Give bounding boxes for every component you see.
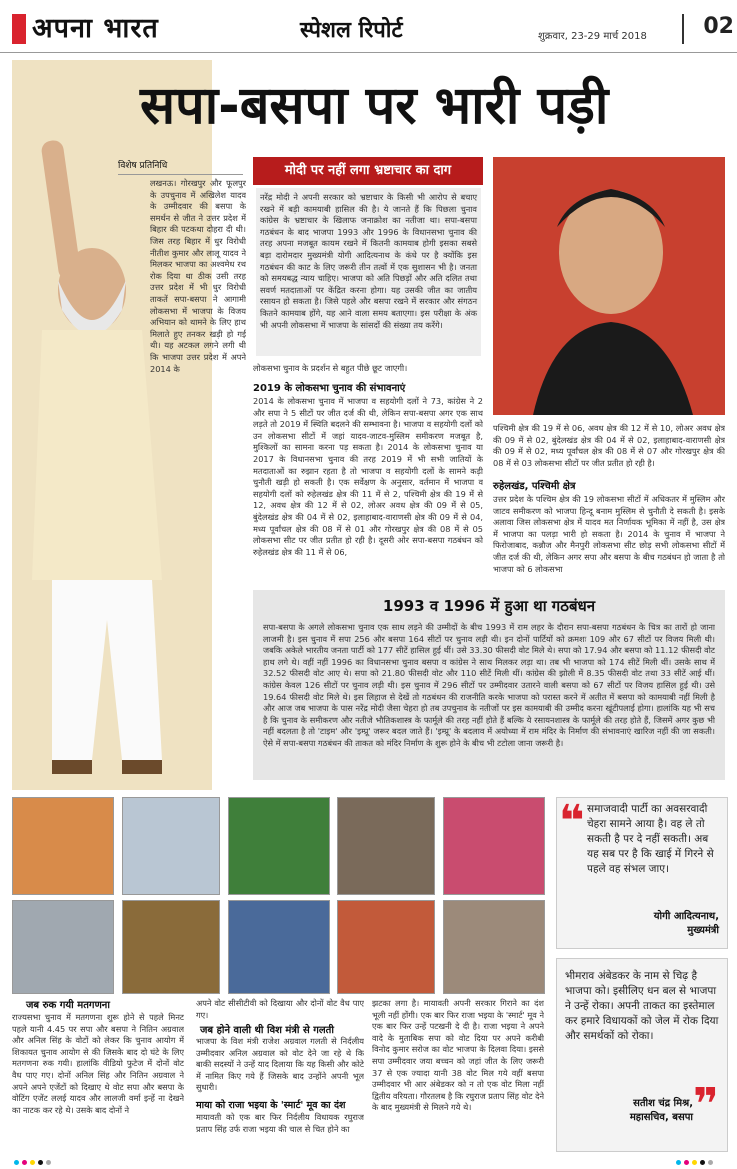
akhilesh-photo-illustration bbox=[493, 157, 725, 415]
open-quote-icon: ❝ bbox=[559, 796, 585, 847]
headline: सपा-बसपा पर भारी पड़ी bbox=[140, 76, 609, 136]
bottom-col3-text: झटका लगा है। मायावती अपनी सरकार गिराने का दंश भूली नहीं होंगी। एक बार फिर राजा भइया के 'स्मार्ट' मूव ने एक बार फिर उन्हें पटखनी दे दी है। राजा भइया ने अपने वादे के मुताबिक सपा को वोट दिया पर अपने करीबी विनोद कुमार सरोज का वोट भाजपा के दिलवा दिया। इससे सपा उम्मीदवार जया बच्चन को जहां जीत के लिए जरूरी 37 से एक ज्यादा यानी 38 वोट मिल गये वहीं बसपा उम्मीदवार भी आर अंबेडकर को न तो एक वोट मिला नहीं द्वितीय वरियता। गौरतलब है कि रघुराज प्रताप सिंह वोट देने के बाद मुख्यमंत्री से मिलने गये थे। bbox=[372, 998, 544, 1113]
mid-text-1: लोकसभा चुनाव के प्रदर्शन से बहुत पीछे छूट जाएगी। bbox=[253, 363, 408, 373]
headshot-3 bbox=[228, 797, 330, 895]
quote-mishra-role: महासचिव, बसपा bbox=[629, 1112, 693, 1123]
headshot-8 bbox=[228, 900, 330, 994]
bottom-col2-text3: मायावती को एक बार फिर निर्दलीय विधायक रघुराज प्रताप सिंह उर्फ राजा भइया की चाल से चित होने का bbox=[196, 1112, 364, 1134]
quote-yogi-role: मुख्यमंत्री bbox=[687, 925, 719, 936]
bottom-col2-text2: भाजपा के विश मंत्री राजेश अग्रवाल गलती से निर्दलीय उम्मीदवार अनिल अग्रवाल को वोट देने जा रहे थे कि बाकी सदस्यों ने उन्हें याद दिलाया कि यह किसी और कोटे में नामित किए गये हैं जिसके बाद उन्होंने अपनी भूल सुधारी। bbox=[196, 1036, 364, 1093]
page-number: 02 bbox=[682, 14, 734, 44]
quote-yogi bbox=[556, 797, 728, 949]
masthead-logo: अपना भारत bbox=[32, 13, 159, 44]
headshot-7 bbox=[122, 900, 220, 994]
mid-text-2: 2014 के लोकसभा चुनाव में भाजपा व सहयोगी दलों ने 73, कांग्रेस ने 2 और सपा ने 5 सीटों पर जीत दर्ज की थी, लेकिन सपा-बसपा अगर एक साथ लड़ते तो 2019 में स्थिति बदलने की सम्भावना है। भाजपा व सहयोगी दलों को उन लोकसभा सीटों में जहां यादव-जाटव-मुस्लिम समीकरण मजबूत है, मुश्किलों का सामना करना पड़ सकता है। 2014 के लोकसभा चुनाव या 2017 के विधानसभा चुनाव की तरह 2019 में भी सभी जातियों के मतदाताओं का रुझान रहता है तो भाजपा व सहयोगी दलों के सामने कड़ी चुनौती खड़ी हो सकती है। एक सर्वेक्षण के अनुसार, वर्तमान में भाजपा व सहयोगी दलों को रुहेलखंड क्षेत्र की 11 में से 2, पश्चिमी क्षेत्र की 19 में से 12, अवध क्षेत्र की 12 में से 02, लोअर अवध क्षेत्र की 09 में से 05, बुंदेलखंड क्षेत्र की 04 में से 02, इलाहाबाद-वाराणसी क्षेत्र की 09 में से 04, मध्य पूर्वांचल क्षेत्र की 08 में से 01 और गोरखपुर क्षेत्र की 08 में से 05 लोकसभा सीट पर जीत प्रतीत हो रही है। दूसरी ओर सपा-बसपा गठबंधन को रुहेलखंड क्षेत्र की 11 में से 06, bbox=[253, 396, 483, 557]
byline-text: विशेष प्रतिनिधि bbox=[118, 161, 168, 171]
bottom-col1-text: राज्यसभा चुनाव में मतगणना शुरू होने से पहले मिनट पहले यानी 4.45 पर सपा और बसपा ने नितिन अग्रवाल और अनिल सिंह के वोटों को लेकर कि चुनाव आयोग में शिकायत चुनाव आयोग से की जिसके बाद दो घंटे के लिए मतगणना रुक गयी। हालांकि वीडियो फुटेज में दोनों वोट वैध पाए गए। दोनों अनिल सिंह और नितिन अग्रवाल ने अपने अपने एजेंटों को दिखाए थे वोट सपा और बसपा के वोटिंग एजेंट ललई यादव और लालजी वर्मा इन्हें ना देखने का नाटक कर रहे थे। उसके बाद दोनों ने bbox=[12, 1012, 184, 1115]
logo-mark bbox=[12, 14, 26, 44]
page-header bbox=[0, 0, 737, 53]
bottom-col1-subhead: जब रुक गयी मतगणना bbox=[26, 1000, 110, 1011]
history-band bbox=[253, 590, 725, 780]
byline bbox=[118, 158, 243, 175]
quote-mishra-text: भीमराव अंबेडकर के नाम से चिढ़ है भाजपा को। इसीलिए धन बल से भाजपा ने उन्हें रोका। अपनी ताकत का इस्तेमाल कर हमारे विधायकों को जेल में रोक दिया और समर्थकों को रोका। bbox=[565, 970, 719, 1042]
close-quote-icon: ❞ bbox=[693, 1079, 719, 1130]
bottom-col2-text: अपने वोट सीसीटीवी को दिखाया और दोनों वोट वैध पाए गए। bbox=[196, 998, 364, 1020]
quote-yogi-name: योगी आदित्यनाथ, bbox=[653, 911, 719, 922]
quote-mishra bbox=[556, 958, 728, 1152]
right-subhead: रुहेलखंड, पश्चिमी क्षेत्र bbox=[493, 481, 576, 492]
box-text: नरेंद्र मोदी ने अपनी सरकार को भ्रष्टाचार के किसी भी आरोप से बचाए रखने में बड़ी कामयाबी हासिल की है। ये जानते हैं कि पिछला चुनाव कांग्रेस के भ्रष्टाचार के खिलाफ जनाक्रोश का नतीजा था। सपा-बसपा गठबंधन के बाद भाजपा 1993 और 1996 के विधानसभा चुनाव की तरह अपना मजबूत कायम रखने में कितनी कामयाब होगी इसका सबसे बड़ा दारोमदार मुख्यमंत्री योगी आदित्यनाथ के कंधे पर है क्योंकि इस गठबंधन की काट के लिए जरूरी तीन तत्वों में एक सुशासन भी है। जनता को समयबद्ध न्याय चाहिए। भाजपा को अति पिछड़ों और अति दलित तथा सवर्ण मतदाताओं पर केंद्रित करना होगा। यह उसकी जीत का जातीय रसायन हो सकता है। जिसे पहले और बसपा रखने में सरकार और संगठन कितने कामयाब होंगे, यह आने वाला समय बताएगा। इस परीक्षा के अंक भी अपनी लोकसभा में भाजपा के सांसदों की संख्या तय करेंगे। bbox=[256, 188, 481, 356]
headshot-2 bbox=[122, 797, 220, 895]
bottom-col2-subhead: जब होने वाली थी विश मंत्री से गलती bbox=[200, 1025, 334, 1036]
print-registration-marks-left bbox=[14, 1150, 54, 1169]
headshot-1 bbox=[12, 797, 114, 895]
left-column-text: लखनऊ। गोरखपुर और फूलपुर के उपचुनाव में अखिलेश यादव के उम्मीदवार की बसपा के समर्थन से जीत ने उत्तर प्रदेश में बिहार की पटकथा दोहरा दी थी। जिस तरह बिहार में धुर विरोधी नीतीश कुमार और लालू यादव ने मिलकर भाजपा का अश्वमेध रथ रोक दिया था ठीक उसी तरह उत्तर प्रदेश में भी धुर विरोधी ताकतें सपा-बसपा ने आगामी लोकसभा में भाजपा के विजय अभियान को थामने के लिए हाथ मिलाते हुए तनकर खड़ी हो गई थी। यह अटकल लगने लगी थी कि भाजपा उत्तर प्रदेश में अपने 2014 के bbox=[150, 178, 246, 374]
quote-mishra-name: सतीश चंद्र मिश्र, bbox=[633, 1098, 693, 1109]
headshot-4 bbox=[337, 797, 435, 895]
headshot-5 bbox=[443, 797, 545, 895]
section-title: स्पेशल रिपोर्ट bbox=[300, 18, 403, 43]
headshot-9 bbox=[337, 900, 435, 994]
bottom-col2-subhead2: माया को राजा भइया के 'स्मार्ट' मूव का दंश bbox=[196, 1100, 346, 1111]
right-text-2: उत्तर प्रदेश के पश्चिम क्षेत्र की 19 लोकसभा सीटों में अधिकतर में मुस्लिम और जाटव समीकरण को भाजपा हिन्दू बनाम मुस्लिम से चुनौती दे सकती है। इसके अलावा जिस लोकसभा क्षेत्र में यादव मत निर्णायक भूमिका में नहीं है, उस क्षेत्र में भाजपा का पलड़ा भारी हो सकता है। 2014 के चुनाव में भाजपा ने फिरोजाबाद, कन्नौज और मैनपुरी लोकसभा सीट छोड़ सभी लोकसभा सीटों में जीत दर्ज की थी, लेकिन अगर सपा और बसपा के बीच गठबंधन हो जाता है तो भाजपा को 6 लोकसभा bbox=[493, 494, 725, 574]
headshot-6 bbox=[12, 900, 114, 994]
history-band-text: सपा-बसपा के अगले लोकसभा चुनाव एक साथ लड़ने की उम्मीदों के बीच 1993 में राम लहर के दौरान सपा-बसपा गठबंधन के चित्र का तारों हो जाना लाजमी है। इस चुनाव में सपा 256 और बसपा 164 सीटों पर चुनाव लड़ी थी। इन दोनों पार्टियों को क्रमशः 109 और 67 सीटों पर विजय मिली थी। जबकि अकेले भारतीय जनता पार्टी को 177 सीटें हासिल हुई थीं। उसे 33.30 फीसदी वोट मिले थे। सपा को 17.94 और बसपा को 11.12 फीसदी वोट हाथ लगे थे। वहीं नहीं 1996 का विधानसभा चुनाव बसपा व कांग्रेस ने साथ मिलकर लड़ा था। तब भी भाजपा को 174 सीटें मिली थीं। उसके साथ में 32.52 फीसदी वोट आए थे। सपा को 21.80 फीसदी वोट और 110 सीटें मिली थीं। कांग्रेस की झोली में 8.35 फीसदी वोट तथा 33 सीटें आई थीं। कांग्रेस केवल 126 सीटों पर चुनाव लड़ी थी। इस चुनाव में 296 सीटों पर उम्मीदवार उतारने वाली बसपा को 67 सीटों पर विजय हासिल हुई थी। उसे 19.64 फीसदी वोट मिले थे। इस लिहाज से देखें तो गठबंधन की राजनीति करके भाजपा को परास्त करने में अतीत में बसपा को कामयाबी नहीं मिली है और आज जब भाजपा के पास नरेंद्र मोदी जैसा चेहरा हो तब उपचुनाव के नतीजों पर इस कामयाबी की उम्मीद करना खूंटीपलाई होगा। हालांकि यह भी सच है कि चुनाव के समीकरण और नतीजे भौतिकशास्त्र के फार्मूले की तरह नहीं होते हैं बल्कि ये रसायनशास्त्र के फार्मूले की तरह होते हैं, जिसमें अगर कुछ भी नहीं बदलता है तो 'टाइम' और 'इम्प्रू' जरूर बदल जाते हैं। 'इम्प्रू' के बदलाव में अयोध्या में राम मंदिर के निर्माण की संभावनाएं खारिज नहीं की जा सकती। ऐसे में सपा-बसपा गठबंधन की ताकत को मंदिर निर्माण के शुरू होने के बीच भी टटोला जाना जरूरी है। bbox=[263, 622, 715, 748]
mid-subhead: 2019 के लोकसभा चुनाव की संभावनाएं bbox=[253, 383, 406, 394]
box-title: मोदी पर नहीं लगा भ्रष्टाचार का दाग bbox=[253, 157, 483, 185]
quote-yogi-text: समाजवादी पार्टी का अवसरवादी चेहरा सामने आया है। वह ले तो सकती है पर दे नहीं सकती। अब यह सब पर है कि खाई में गिरने से पहले वह संभल जाए। bbox=[587, 803, 714, 875]
right-text-1: पश्चिमी क्षेत्र की 19 में से 06, अवध क्षेत्र की 12 में से 10, लोअर अवध क्षेत्र की 09 में से 02, बुंदेलखंड क्षेत्र की 04 में से 02, इलाहाबाद-वाराणसी क्षेत्र की 09 में से 02, मध्य पूर्वांचल क्षेत्र की 08 में से 07 और गोरखपुर क्षेत्र की 08 में से 03 लोकसभा सीटों पर जीत प्रतीत हो रही है। bbox=[493, 423, 725, 468]
history-band-title: 1993 व 1996 में हुआ था गठबंधन bbox=[382, 597, 596, 615]
akhilesh-photo bbox=[493, 157, 725, 415]
issue-date: शुक्रवार, 23-29 मार्च 2018 bbox=[538, 31, 647, 42]
print-registration-marks-right bbox=[676, 1150, 716, 1169]
headshot-10 bbox=[443, 900, 545, 994]
